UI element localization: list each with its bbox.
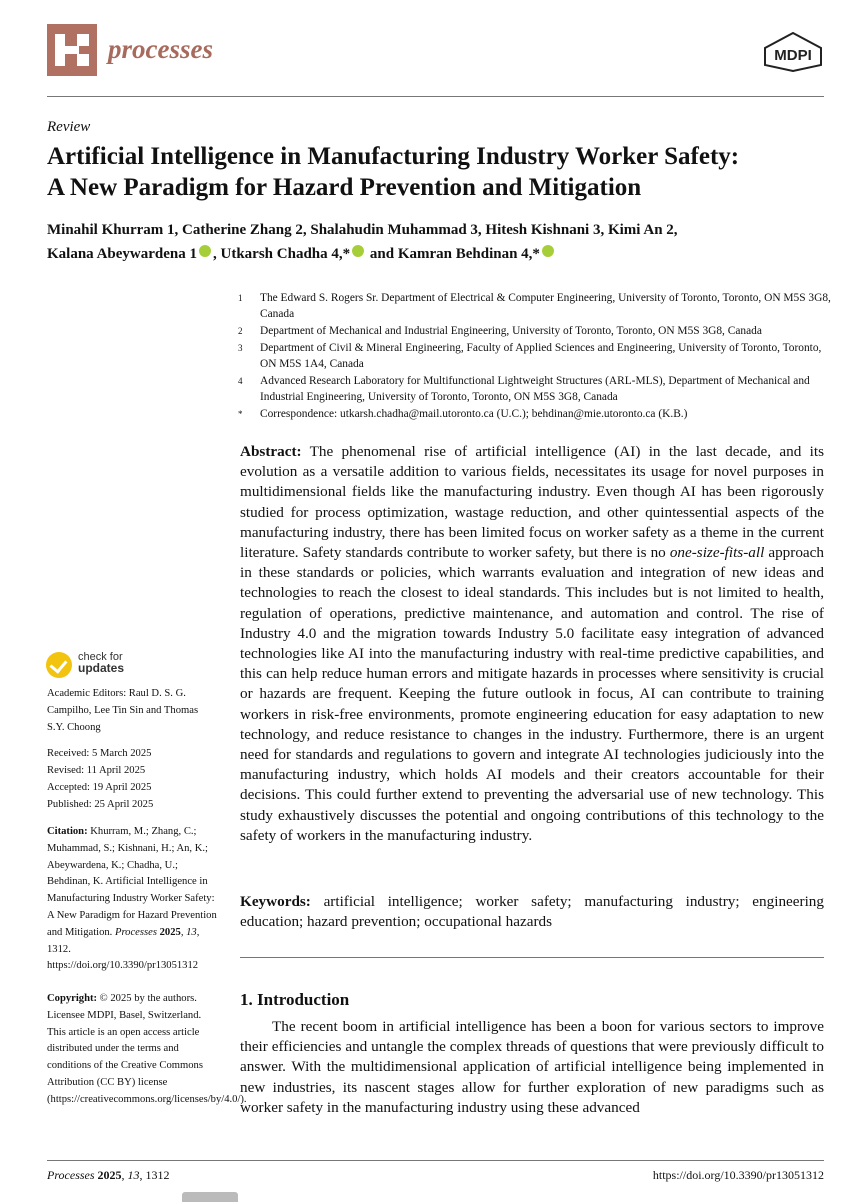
footer-doi-link[interactable]: https://doi.org/10.3390/pr13051312	[652, 1168, 824, 1182]
introduction-paragraph: The recent boom in artificial intelligence has been a boon for various sectors to improve their efficiencies and untangle the complex threads of questions that were previously difficult to answer. With the multidimensional application of artificial intelligence being implemented in new industries, its nascent stages allow for further exploration of new paradigms such as worker safety in the manufacturing industry using these advanced	[240, 1018, 824, 1116]
date-published: Published: 25 April 2025	[47, 799, 154, 810]
abstract-divider	[240, 957, 824, 958]
author-list	[47, 218, 827, 266]
footer-citation: Processes 2025, 13, 1312	[47, 1168, 170, 1182]
mdpi-logo-icon	[762, 32, 824, 72]
orcid-icon[interactable]	[199, 245, 211, 257]
academic-editors: Academic Editors: Raul D. S. G. Campilho, Lee Tin Sin and Thomas S.Y. Choong	[47, 688, 199, 733]
author-behdinan: and Kamran Behdinan 4,*	[366, 246, 540, 262]
correspondence: * Correspondence: utkarsh.chadha@mail.utoronto.ca (U.C.); behdinan@mie.utoronto.ca (K.B.)	[238, 408, 688, 420]
orcid-icon[interactable]	[352, 245, 364, 257]
date-revised: Revised: 11 April 2025	[47, 765, 146, 776]
date-accepted: Accepted: 19 April 2025	[47, 782, 152, 793]
journal-logo-icon	[47, 24, 97, 76]
authors-line-2	[47, 242, 827, 266]
publisher-name: MDPI	[774, 47, 812, 64]
check-for-updates-badge[interactable]: check for updates	[46, 650, 206, 680]
citation: Citation: Khurram, M.; Zhang, C.; Muhammad, S.; Kishnani, H.; An, K.; Abeywardena, K.; Chadha, U.; Behdinan, K. Artificial Intelligence in Manufacturing Industry Worker Safety: A New Paradigm for Hazard Prevention and Mitigation. Processes 2025, 13, 1312. https://doi.org/10.3390/pr13051312	[47, 826, 217, 972]
abstract-emphasis: one-size-fits-all	[669, 544, 765, 562]
article-title	[47, 141, 837, 203]
keywords: Keywords: artificial intelligence; worker safety; manufacturing industry; engineering education; hazard prevention; occupational hazards	[240, 893, 824, 931]
article-type: Review	[47, 119, 91, 135]
abstract-label: Abstract:	[240, 443, 302, 460]
title-line-2: A New Paradigm for Hazard Prevention and Mitigation	[47, 174, 642, 201]
affiliations	[238, 290, 838, 423]
journal-name: processes	[108, 34, 213, 64]
date-received: Received: 5 March 2025	[47, 748, 152, 759]
abstract: Abstract: The phenomenal rise of artificial intelligence (AI) in the last decade, and its evolution as a versatile addition to various fields, necessitates its usage for novel purposes in multidimensional fields like the manufacturing industry. Even though AI has been rigorously studied for process optimization, wastage reduction, and other quintessential aspects of the manufacturing industry, there has been limited focus on worker safety as a theme in the current literature. Safety standards contribute to worker safety, but there is no one-size-fits-all approach in these standards or policies, which warrants evaluation and integration of new ideas and technologies to reach the closest to ideal standards. This includes but is not limited to health, regulation of operations, predictive maintenance, and automation and control. The rise of Industry 4.0 and the migration towards Industry 5.0 facilitate easy integration of advanced technologies like AI into the manufacturing industry with real-time predictive capabilities, and this can help reduce human errors and mitigate hazards in processes where sensitivity is crucial or hazards are frequent. Keeping the future outlook in focus, AI can contribute to training workers in risk-free environments, promote engineering education for easy adaptation to new technology, and reduce resistance to changes in the industry. Furthermore, there is an urgent need for standards and regulations to govern and integrate AI technologies judiciously into the manufacturing industry, which holds AI models and their creators accountable for their decisions. This could further extend to preventing the adversarial use of new technology. This study exhaustively discusses the potential and ongoing contributions of this technology to the safety of workers in the manufacturing industry.	[240, 443, 824, 844]
affiliation-1: 1 The Edward S. Rogers Sr. Department of Electrical & Computer Engineering, University of Toronto, Toronto, ON M5S 3G8, Canada	[238, 292, 831, 320]
authors-line-1: Minahil Khurram 1, Catherine Zhang 2, Shalahudin Muhammad 3, Hitesh Kishnani 3, Kimi An 2,	[47, 222, 678, 238]
author-abeywardena: Kalana Abeywardena 1	[47, 246, 198, 262]
journal-logo	[47, 24, 97, 76]
author-chadha: , Utkarsh Chadha 4,*	[213, 246, 351, 262]
copyright: Copyright: © 2025 by the authors. Licensee MDPI, Basel, Switzerland. This article is an open access article distributed under the terms and conditions of the Creative Commons Attribution (CC BY) license (https://creativecommons.org/licenses/by/4.0/).	[47, 993, 247, 1105]
affiliation-2: 2 Department of Mechanical and Industrial Engineering, University of Toronto, Toronto, ON M5S 3G8, Canada	[238, 325, 762, 337]
keywords-label: Keywords:	[240, 893, 311, 910]
affiliation-3: 3 Department of Civil & Mineral Engineering, Faculty of Applied Sciences and Engineering, University of Toronto, Toronto, ON M5S 1A4, Canada	[238, 342, 822, 370]
affiliation-4: 4 Advanced Research Laboratory for Multifunctional Lightweight Structures (ARL-MLS), Department of Mechanical and Industrial Engineering, University of Toronto, Toronto, ON M5S 3G8, Canada	[238, 375, 810, 403]
publisher-logo	[762, 32, 824, 72]
header-divider	[47, 96, 824, 97]
check-updates-icon	[46, 652, 72, 678]
page-tab	[182, 1192, 238, 1202]
orcid-icon[interactable]	[542, 245, 554, 257]
footer-divider	[47, 1160, 824, 1161]
section-heading-introduction: 1. Introduction	[240, 990, 350, 1009]
title-line-1: Artificial Intelligence in Manufacturing Industry Worker Safety:	[47, 143, 740, 170]
